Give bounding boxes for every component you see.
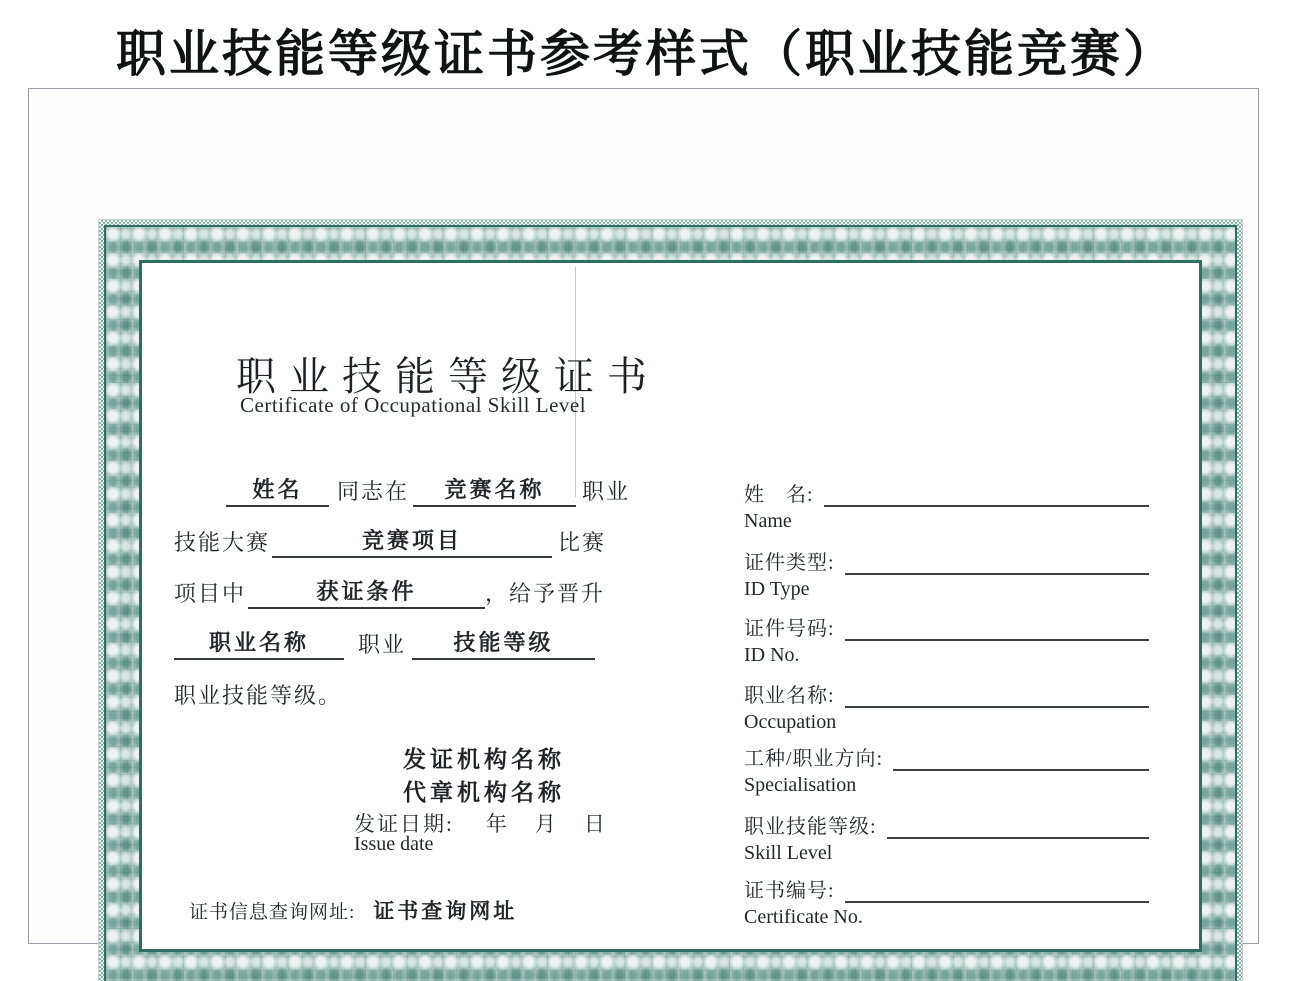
field-blank-rule — [893, 749, 1149, 771]
field-specialisation — [744, 742, 1149, 797]
field-label-cn: 职业名称: — [744, 685, 835, 707]
seal-org-name: 代章机构名称 — [403, 780, 565, 805]
border-inner-line — [139, 260, 1202, 952]
border-guilloche-band — [106, 227, 1235, 981]
body-text: 比赛 — [558, 530, 607, 555]
certificate-body — [142, 263, 1199, 949]
year-label: 年 — [485, 812, 509, 836]
query-url-value: 证书查询网址 — [373, 899, 518, 923]
border-outer-line — [104, 225, 1237, 981]
field-blank-rule — [845, 619, 1149, 641]
certificate-query-line — [189, 895, 517, 925]
day-label: 日 — [583, 812, 607, 836]
field-name — [744, 478, 1149, 533]
field-label-cn: 工种/职业方向: — [744, 748, 884, 770]
field-blank-rule — [845, 553, 1149, 575]
body-line-5 — [174, 681, 342, 713]
field-label-cn: 证书编号: — [744, 880, 835, 902]
field-label-en: Occupation — [744, 711, 837, 733]
page-title: 职业技能等级证书参考样式（职业技能竞赛） — [116, 26, 1176, 82]
field-label-en: Name — [744, 510, 792, 532]
field-skill-level — [744, 810, 1149, 865]
query-url-label: 证书信息查询网址: — [189, 902, 356, 923]
certificate-title-cn: 职业技能等级证书 — [236, 354, 660, 399]
body-line-3 — [174, 579, 605, 611]
field-label-cn: 职业技能等级: — [744, 816, 877, 838]
field-label-cn: 证件类型: — [744, 552, 835, 574]
body-line-1 — [226, 477, 630, 509]
body-line-2 — [174, 528, 606, 560]
field-blank-rule — [887, 817, 1149, 839]
issue-date-en-label: Issue date — [354, 833, 434, 855]
issue-date-label: 发证日期: — [354, 812, 454, 836]
field-id-type — [744, 546, 1149, 601]
field-blank-rule — [845, 881, 1149, 903]
body-text: 同志在 — [337, 479, 410, 504]
field-label-en: Specialisation — [744, 774, 857, 796]
body-text: 技能大赛 — [174, 530, 271, 555]
month-label: 月 — [534, 812, 558, 836]
body-text: 项目中 — [174, 581, 247, 606]
field-occupation — [744, 679, 1149, 734]
field-label-en: ID No. — [744, 644, 800, 666]
body-text: 职业 — [358, 632, 407, 657]
issuing-org-name: 发证机构名称 — [403, 747, 565, 772]
body-text: 职业技能等级。 — [174, 683, 343, 708]
blank-award-condition: 获证条件 — [248, 579, 485, 609]
blank-name: 姓名 — [226, 477, 329, 507]
field-blank-rule — [824, 485, 1149, 507]
field-id-no — [744, 612, 1149, 667]
field-label-en: Skill Level — [744, 842, 833, 864]
right-field-column — [744, 267, 1149, 945]
blank-competition-name: 竞赛名称 — [413, 477, 576, 507]
field-certificate-no — [744, 874, 1149, 929]
body-text: 职业 — [582, 479, 631, 504]
outer-frame — [28, 88, 1259, 944]
field-label-cn: 证件号码: — [744, 618, 835, 640]
field-label-cn: 姓 名: — [744, 484, 814, 506]
blank-skill-level: 技能等级 — [412, 630, 595, 660]
blank-competition-event: 竞赛项目 — [272, 528, 552, 558]
body-line-4 — [174, 630, 595, 662]
field-label-en: Certificate No. — [744, 906, 863, 928]
certificate-decorative-border — [99, 220, 1242, 981]
field-blank-rule — [845, 686, 1149, 708]
certificate-title-en: Certificate of Occupational Skill Level — [240, 393, 587, 417]
blank-occupation-name: 职业名称 — [174, 630, 344, 660]
body-text: ，给予晋升 — [485, 581, 606, 606]
field-label-en: ID Type — [744, 578, 810, 600]
